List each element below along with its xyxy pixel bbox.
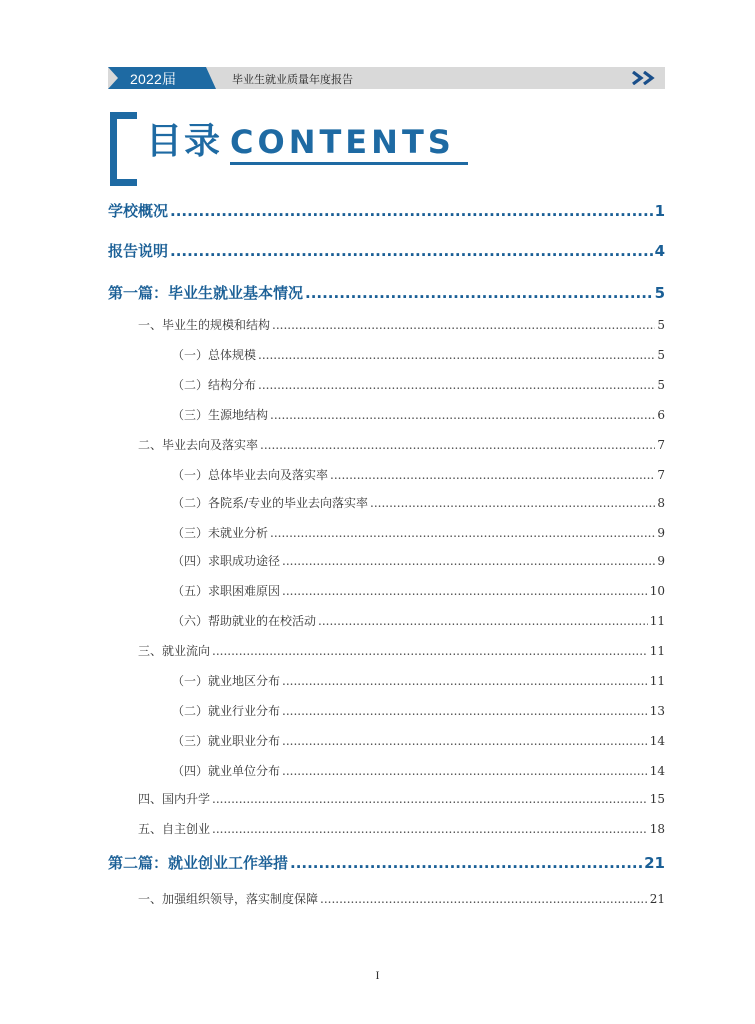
toc-entry[interactable] (108, 200, 665, 221)
toc-entry[interactable] (108, 240, 665, 261)
toc-title-underline (230, 162, 468, 165)
toc-entry-label: （一）总体毕业去向及落实率 (172, 468, 329, 482)
toc-entry-label: （五）求职困难原因 (172, 584, 281, 598)
toc-entry-label: （三）就业职业分布 (172, 734, 281, 748)
toc-entry-page: 7 (657, 438, 665, 452)
toc-entry-label: 一、加强组织领导，落实制度保障 (138, 892, 319, 906)
toc-entry-page: 11 (649, 614, 665, 628)
toc-entry-page: 1 (654, 202, 665, 220)
toc-entry[interactable] (172, 582, 665, 599)
toc-entry[interactable] (172, 346, 665, 363)
toc-leader-dots (290, 854, 642, 872)
toc-entry-label: （三）生源地结构 (172, 408, 269, 422)
toc-entry[interactable] (138, 820, 665, 837)
toc-entry-page: 5 (657, 318, 665, 332)
toc-leader-dots (258, 348, 655, 362)
toc-entry-label: （六）帮助就业的在校活动 (172, 614, 317, 628)
toc-entry-label: 五、自主创业 (138, 822, 211, 836)
toc-entry-page: 5 (657, 378, 665, 392)
toc-leader-dots (212, 822, 648, 836)
toc-entry-page: 21 (649, 892, 665, 906)
toc-entry-page: 9 (657, 526, 665, 540)
toc-entry-label: 学校概况 (108, 202, 169, 220)
toc-leader-dots (270, 408, 655, 422)
toc-entry-label: 二、毕业去向及落实率 (138, 438, 259, 452)
header-bar (108, 67, 665, 89)
toc-leader-dots (170, 242, 653, 260)
toc-entry[interactable] (138, 642, 665, 659)
toc-entry-label: （二）就业行业分布 (172, 704, 281, 718)
toc-entry-label: （二）结构分布 (172, 378, 257, 392)
toc-entry-label: 三、就业流向 (138, 644, 211, 658)
toc-entry-page: 14 (649, 734, 665, 748)
toc-entry-page: 6 (657, 408, 665, 422)
toc-entry-page: 9 (657, 554, 665, 568)
toc-entry-page: 5 (654, 284, 665, 302)
toc-leader-dots (258, 378, 655, 392)
toc-entry-page: 18 (649, 822, 665, 836)
toc-entry-page: 21 (644, 854, 665, 872)
header-title: 毕业生就业质量年度报告 (232, 73, 353, 86)
toc-entry[interactable] (172, 552, 665, 569)
toc-leader-dots (320, 892, 648, 906)
toc-leader-dots (212, 644, 648, 658)
toc-entry[interactable] (138, 890, 665, 907)
double-chevron-right-icon (631, 71, 657, 85)
toc-leader-dots (318, 614, 648, 628)
header-year: 2022届 (130, 71, 177, 87)
toc-leader-dots (330, 468, 655, 482)
toc-entry[interactable] (138, 436, 665, 453)
toc-entry-page: 10 (649, 584, 665, 598)
toc-entry-label: 一、毕业生的规模和结构 (138, 318, 271, 332)
toc-title-chinese: 目录 (146, 121, 223, 162)
toc-entry[interactable] (172, 732, 665, 749)
toc-entry-label: （一）就业地区分布 (172, 674, 281, 688)
toc-title-english: CONTENTS (230, 123, 455, 161)
toc-leader-dots (370, 496, 655, 510)
toc-entry[interactable] (108, 282, 665, 303)
toc-entry-label: 报告说明 (108, 242, 169, 260)
toc-entry[interactable] (138, 790, 665, 807)
toc-entry[interactable] (172, 406, 665, 423)
toc-entry-page: 15 (649, 792, 665, 806)
toc-leader-dots (212, 792, 648, 806)
toc-leader-dots (282, 674, 648, 688)
toc-leader-dots (282, 704, 648, 718)
toc-entry-page: 4 (654, 242, 665, 260)
toc-entry[interactable] (172, 494, 665, 511)
toc-leader-dots (270, 526, 655, 540)
toc-leader-dots (282, 734, 648, 748)
toc-entry-page: 5 (657, 348, 665, 362)
toc-entry-label: 第一篇：毕业生就业基本情况 (108, 284, 304, 302)
toc-entry-label: 四、国内升学 (138, 792, 211, 806)
toc-leader-dots (282, 584, 648, 598)
toc-entry-page: 11 (649, 674, 665, 688)
toc-entry[interactable] (172, 702, 665, 719)
toc-leader-dots (282, 764, 648, 778)
toc-entry[interactable] (172, 612, 665, 629)
toc-leader-dots (260, 438, 655, 452)
toc-leader-dots (170, 202, 653, 220)
page-number: I (375, 968, 380, 982)
toc-entry-label: 第二篇：就业创业工作举措 (108, 854, 289, 872)
toc-leader-dots (272, 318, 655, 332)
toc-leader-dots (282, 554, 655, 568)
toc-entry-label: （二）各院系/专业的毕业去向落实率 (172, 496, 369, 510)
toc-entry-label: （一）总体规模 (172, 348, 257, 362)
toc-entry-page: 13 (649, 704, 665, 718)
toc-entry-page: 8 (657, 496, 665, 510)
toc-entry[interactable] (108, 852, 665, 873)
toc-entry[interactable] (172, 376, 665, 393)
toc-entry-page: 14 (649, 764, 665, 778)
toc-entry-label: （四）就业单位分布 (172, 764, 281, 778)
toc-leader-dots (305, 284, 653, 302)
title-bracket-decoration (110, 112, 137, 186)
toc-entry-page: 11 (649, 644, 665, 658)
toc-entry[interactable] (138, 316, 665, 333)
toc-entry[interactable] (172, 524, 665, 541)
toc-entry[interactable] (172, 466, 665, 483)
toc-entry-page: 7 (657, 468, 665, 482)
toc-entry-label: （四）求职成功途径 (172, 554, 281, 568)
toc-entry-label: （三）未就业分析 (172, 526, 269, 540)
toc-entry[interactable] (172, 762, 665, 779)
toc-entry[interactable] (172, 672, 665, 689)
